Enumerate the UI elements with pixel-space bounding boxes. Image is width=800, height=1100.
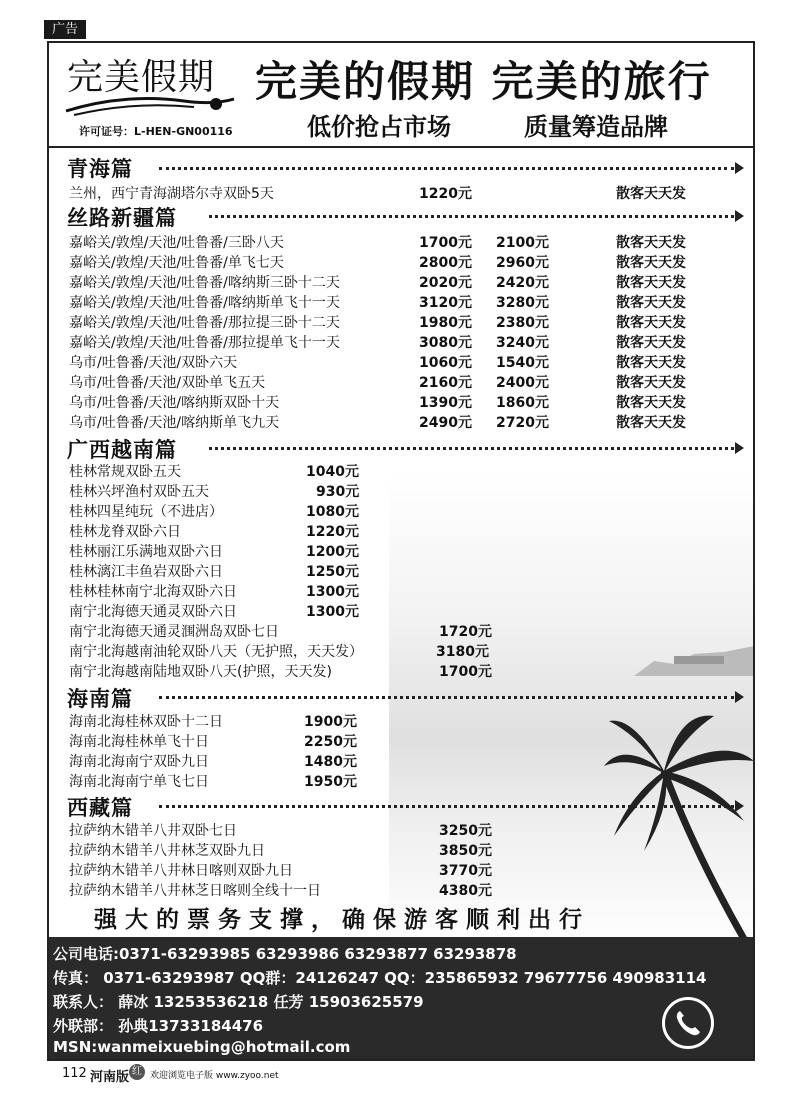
contact-person: 联系人： 薛冰 13253536218 任芳 15903625579	[53, 993, 424, 1011]
route: 嘉峪关/敦煌/天池/吐鲁番/单飞七天	[69, 255, 284, 271]
price: 1390元	[419, 395, 472, 411]
arrow-icon	[735, 210, 744, 222]
status: 散客天天发	[616, 415, 686, 431]
edition-label: 河南版	[90, 1070, 130, 1085]
price: 3850元	[439, 843, 492, 859]
section-dots	[159, 696, 734, 699]
price: 3120元	[419, 295, 472, 311]
section-title-xizang: 西藏篇	[67, 792, 137, 822]
main-slogan: 完美的假期 完美的旅行	[255, 57, 712, 106]
price: 2800元	[419, 255, 472, 271]
section-dots	[209, 215, 734, 218]
ad-tag: 广告	[44, 20, 86, 39]
route: 乌市/吐鲁番/天池/双卧六天	[69, 355, 238, 371]
status: 散客天天发	[616, 186, 686, 202]
route: 南宁北海德天通灵涠洲岛双卧七日	[69, 624, 279, 640]
status: 散客天天发	[616, 315, 686, 331]
contact-panel	[49, 937, 753, 1059]
route: 兰州，西宁青海湖塔尔寺双卧5天	[69, 186, 274, 202]
status: 散客天天发	[616, 235, 686, 251]
ad-frame	[47, 41, 755, 1061]
price: 2250元	[304, 734, 357, 750]
price-alt: 2420元	[496, 275, 549, 291]
price: 1220元	[306, 524, 359, 540]
price: 1060元	[419, 355, 472, 371]
route: 拉萨纳木错羊八井双卧七日	[69, 823, 237, 839]
price: 1980元	[419, 315, 472, 331]
price: 1720元	[439, 624, 492, 640]
price: 2020元	[419, 275, 472, 291]
price-alt: 2400元	[496, 375, 549, 391]
palm-tree-icon	[604, 711, 754, 941]
header	[49, 43, 753, 148]
price: 1480元	[304, 754, 357, 770]
route: 拉萨纳木错羊八井林日喀则双卧九日	[69, 863, 293, 879]
status: 散客天天发	[616, 295, 686, 311]
status: 散客天天发	[616, 355, 686, 371]
price-alt: 2720元	[496, 415, 549, 431]
price: 2490元	[419, 415, 472, 431]
contact-fax-qq: 传真： 0371-63293987 QQ群：24126247 QQ：235865932 79677756 490983114	[53, 969, 707, 987]
route: 桂林丽江乐满地双卧六日	[69, 544, 223, 560]
arrow-icon	[735, 162, 744, 174]
edition-badge: 红	[129, 1064, 145, 1080]
route: 拉萨纳木错羊八井林芝日喀则全线十一日	[69, 883, 321, 899]
route: 海南北海桂林单飞十日	[69, 734, 209, 750]
license-number: 许可证号：L-HEN-GN00116	[79, 125, 233, 138]
section-title-hainan: 海南篇	[67, 683, 137, 713]
price: 1900元	[304, 714, 357, 730]
price: 4380元	[439, 883, 492, 899]
arrow-icon	[735, 442, 744, 454]
island-scenery	[634, 636, 755, 676]
price: 1700元	[439, 664, 492, 680]
route: 桂林常规双卧五天	[69, 464, 181, 480]
route: 桂林四星纯玩（不进店）	[69, 504, 223, 520]
price-alt: 2960元	[496, 255, 549, 271]
route: 海南北海桂林双卧十二日	[69, 714, 223, 730]
section-title-qinghai: 青海篇	[67, 153, 137, 183]
price: 1220元	[419, 186, 472, 202]
contact-msn: MSN:wanmeixuebing@hotmail.com	[53, 1038, 351, 1056]
section-title-guangxi: 广西越南篇	[67, 434, 181, 464]
price: 1700元	[419, 235, 472, 251]
price: 1300元	[306, 584, 359, 600]
price: 3250元	[439, 823, 492, 839]
header-divider	[49, 146, 753, 148]
price: 1950元	[304, 774, 357, 790]
slogan-left: 低价抢占市场	[307, 112, 451, 141]
route: 嘉峪关/敦煌/天池/吐鲁番/那拉提三卧十二天	[69, 315, 340, 331]
logo-text: 完美假期	[67, 57, 216, 98]
website-link[interactable]: 欢迎浏览电子版 www.zyoo.net	[150, 1071, 279, 1081]
route: 桂林兴坪渔村双卧五天	[69, 484, 209, 500]
status: 散客天天发	[616, 255, 686, 271]
price-alt: 2100元	[496, 235, 549, 251]
route: 海南北海南宁单飞七日	[69, 774, 209, 790]
page-number: 112	[62, 1066, 87, 1081]
price: 3770元	[439, 863, 492, 879]
price: 930元	[316, 484, 360, 500]
route: 乌市/吐鲁番/天池/喀纳斯单飞九天	[69, 415, 280, 431]
price: 3180元	[436, 644, 489, 660]
route: 南宁北海越南陆地双卧八天(护照，天天发)	[69, 664, 332, 680]
phone-icon	[662, 997, 714, 1049]
status: 散客天天发	[616, 395, 686, 411]
status: 散客天天发	[616, 275, 686, 291]
price-alt: 1860元	[496, 395, 549, 411]
route: 南宁北海德天通灵双卧六日	[69, 604, 237, 620]
price: 2160元	[419, 375, 472, 391]
route: 海南北海南宁双卧九日	[69, 754, 209, 770]
logo-swoosh	[64, 89, 240, 119]
section-dots	[209, 447, 734, 450]
route: 南宁北海越南油轮双卧八天（无护照，天天发）	[69, 644, 363, 660]
section-title-xinjiang: 丝路新疆篇	[67, 202, 181, 232]
price: 1300元	[306, 604, 359, 620]
slogan-right: 质量筹造品牌	[524, 112, 668, 141]
price: 1250元	[306, 564, 359, 580]
route: 乌市/吐鲁番/天池/喀纳斯双卧十天	[69, 395, 280, 411]
route: 嘉峪关/敦煌/天池/吐鲁番/那拉提单飞十一天	[69, 335, 340, 351]
contact-external: 外联部： 孙典13733184476	[53, 1017, 264, 1035]
arrow-icon	[735, 691, 744, 703]
motto: 强大的票务支撑，确保游客顺利出行	[94, 906, 590, 933]
route: 乌市/吐鲁番/天池/双卧单飞五天	[69, 375, 266, 391]
section-dots	[159, 167, 734, 170]
route: 嘉峪关/敦煌/天池/吐鲁番/喀纳斯单飞十一天	[69, 295, 340, 311]
route: 嘉峪关/敦煌/天池/吐鲁番/喀纳斯三卧十二天	[69, 275, 340, 291]
route: 桂林龙脊双卧六日	[69, 524, 181, 540]
route: 桂林漓江丰鱼岩双卧六日	[69, 564, 223, 580]
route: 桂林桂林南宁北海双卧六日	[69, 584, 237, 600]
contact-phone: 公司电话:0371-63293985 63293986 63293877 63293878	[53, 945, 517, 963]
price: 1040元	[306, 464, 359, 480]
price-alt: 2380元	[496, 315, 549, 331]
status: 散客天天发	[616, 335, 686, 351]
status: 散客天天发	[616, 375, 686, 391]
price: 3080元	[419, 335, 472, 351]
price: 1200元	[306, 544, 359, 560]
price: 1080元	[306, 504, 359, 520]
route: 嘉峪关/敦煌/天池/吐鲁番/三卧八天	[69, 235, 284, 251]
price-alt: 3280元	[496, 295, 549, 311]
price-alt: 1540元	[496, 355, 549, 371]
route: 拉萨纳木错羊八井林芝双卧九日	[69, 843, 265, 859]
price-alt: 3240元	[496, 335, 549, 351]
